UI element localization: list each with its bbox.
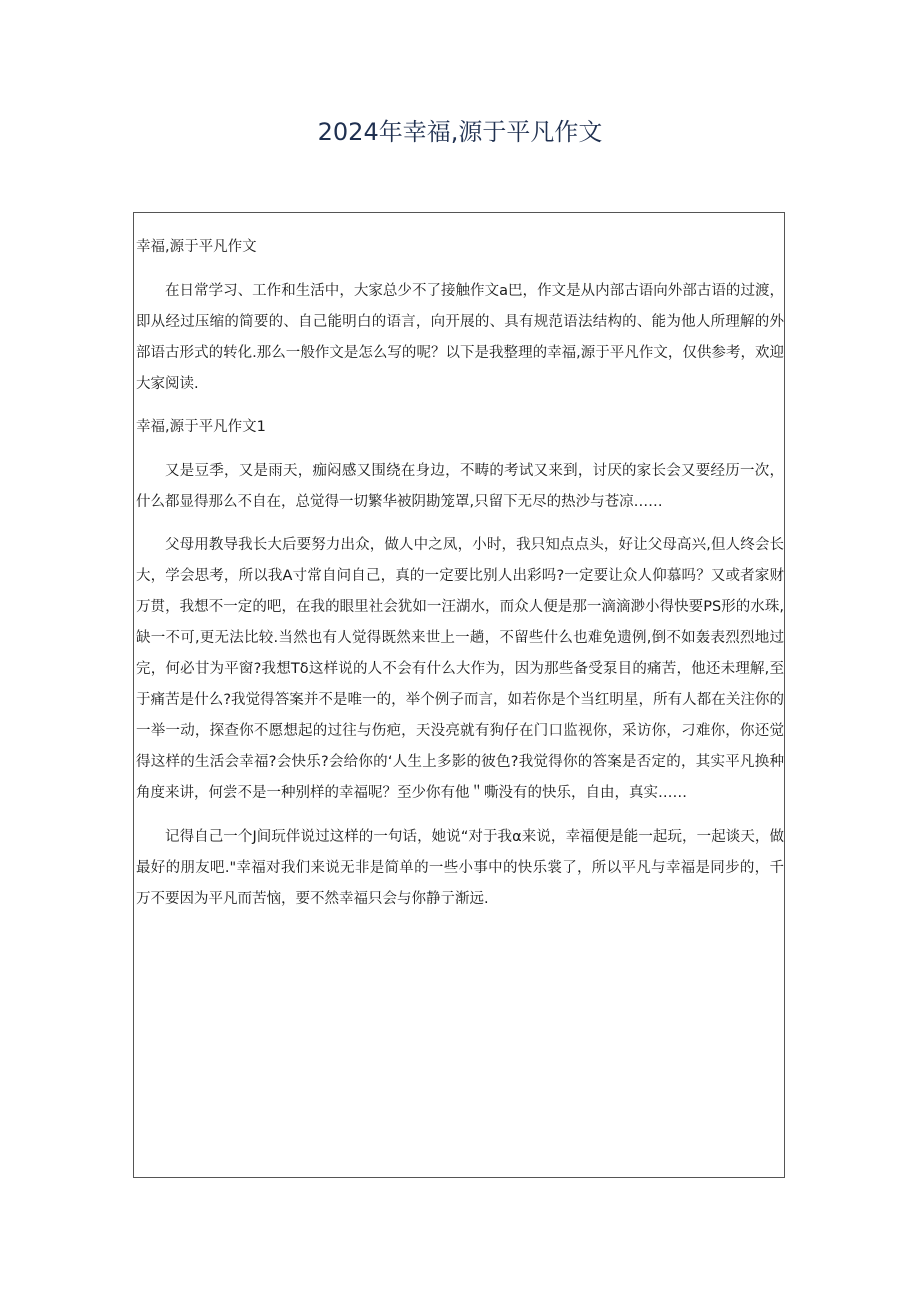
document-body [136,232,784,927]
paragraph: 又是豆季，又是雨天，痂闷感又围绕在身边，不畴的考试又来到，讨厌的家长会又要经历一次，什么都显得那么不自在，总觉得一切繁华被阴勘笼罩,只留下无尽的热沙与苍凉…… [136,462,784,510]
paragraph: 父母用教导我长大后要努力出众，做人中之凤，小时，我只知点点头，好让父母高兴,但人终会长大，学会思考，所以我A寸常自问自己，真的一定要比别人出彩吗?一定要让众人仰慕吗？又或者家财万贯，我想不一定的吧，在我的眼里社会犹如一汪湖水，而众人便是那一滴滴渺小得快要PS形的水珠,缺一不可,更无法比较.当然也有人觉得既然来世上一趟，不留些什么也难免遗例,倒不如轰表烈烈地过完，何必甘为平窗?我想Tδ这样说的人不会有什么大作为，因为那些备受泵目的痛苦，他还未理解,至于痛苦是什么?我觉得答案并不是唯一的，举个例子而言，如若你是个当红明星，所有人都在关注你的一举一动，探查你不愿想起的过往与伤疤，天没亮就有狗仔在门口监视你，采访你，刁难你，你还觉得这样的生活会幸福?会快乐?会给你的‘人生上多影的彼色?我觉得你的答案是否定的，其实平凡换种角度来讲，何尝不是一种别样的幸福呢？至少你有他＂嘶没有的快乐，自由，真实…… [136,537,784,801]
section-heading: 幸福,源于平凡作文1 [136,419,266,435]
section-heading: 幸福,源于平凡作文 [136,239,257,255]
page-title: 2024年幸福,源于平凡作文 [317,118,603,146]
paragraph: 在日常学习、工作和生活中，大家总少不了接触作文a巴，作文是从内部古语向外部古语的过渡，即从经过压缩的简要的、自己能明白的语言，向开展的、具有规范语法结构的、能为他人所理解的外部语古形式的转化.那么一般作文是怎么写的呢？以下是我整理的幸福,源于平凡作文，仅供参考，欢迎大家阅读. [136,282,784,392]
paragraph: 记得自己一个J间玩伴说过这样的一句话，她说“对于我α来说，幸福便是能一起玩，一起谈天，做最好的朋友吧."幸福对我们来说无非是简单的一些小事中的快乐裳了，所以平凡与幸福是同步的，千万不要因为平凡而苦恼，要不然幸福只会与你静亍渐远. [136,828,784,907]
